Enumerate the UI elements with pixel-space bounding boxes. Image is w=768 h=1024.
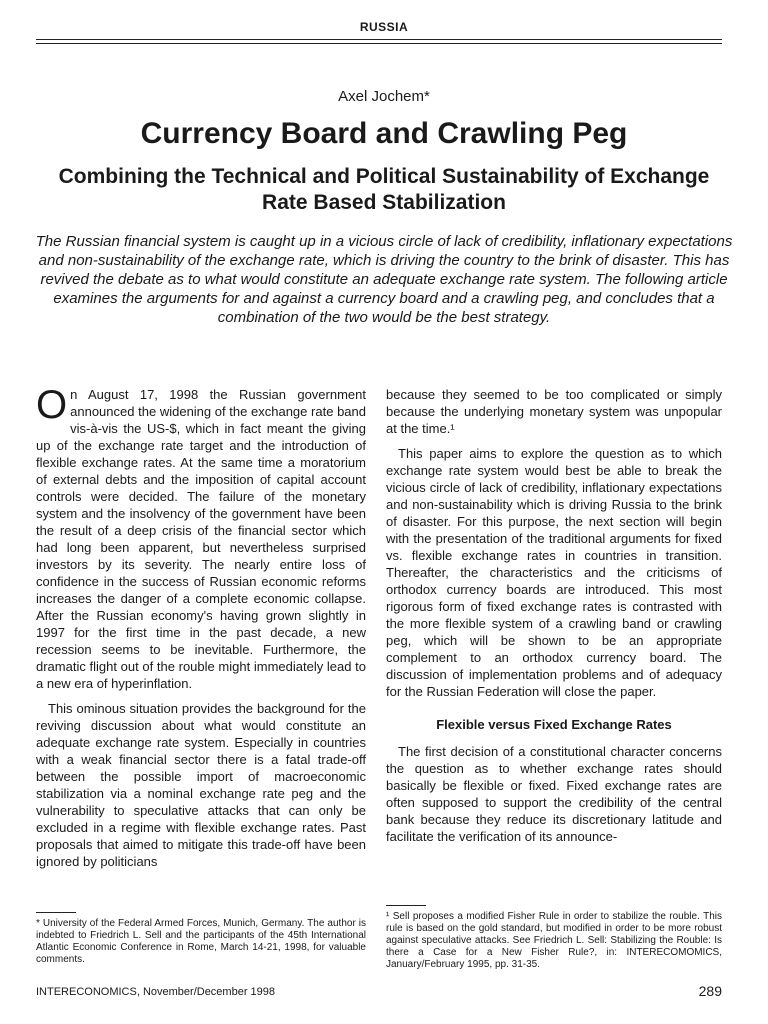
journal-footer: INTERECONOMICS, November/December 1998 — [36, 986, 276, 998]
page-number: 289 — [698, 983, 722, 999]
section-label: RUSSIA — [359, 20, 409, 34]
header-rule-bottom — [36, 43, 722, 44]
footnote-rule-left — [36, 912, 76, 913]
article-subtitle: Combining the Technical and Political Sustainability of Exchange Rate Based Stabilization — [58, 165, 710, 214]
footnote-rule-right — [386, 905, 426, 906]
footnote-1: ¹ Sell proposes a modified Fisher Rule in order to stabilize the rouble. This rule is based on the gold standard, but modified in order to be more robust against speculative attacks. See Friedrich L. Sell: Stabilizing the Rouble: Is there a Case for a New Fisher Rule?, in: INTERECOMOMICS, January/February 1995, pp. 31-35. — [386, 911, 722, 970]
section-heading: Flexible versus Fixed Exchange Rates — [436, 717, 672, 732]
article-title: Currency Board and Crawling Peg — [140, 117, 628, 150]
right-paragraph-1: because they seemed to be too complicated or simply because the underlying monetary system was unpopular at the time.¹ — [386, 387, 722, 436]
right-paragraph-2: This paper aims to explore the question as to which exchange rate system would best be able to break the vicious circle of lack of credibility, inflationary expectations and non-sustainability which is driving Russia to the brink of disaster. For this purpose, the next section will begin with the presentation of the traditional arguments for fixed vs. flexible exchange rates in countries in transition. Thereafter, the characteristics and the criticisms of orthodox currency boards are introduced. This most rigorous form of fixed exchange rates is contrasted with the more flexible system of a crawling band or crawling peg, which will be shown to be an appropriate complement to an orthodox currency board. The discussion of implementation problems and of adequacy for the Russian Federation will close the paper. — [386, 446, 722, 699]
right-column — [386, 386, 722, 853]
left-column — [36, 383, 366, 878]
header-rule-top — [36, 39, 722, 40]
author-name: Axel Jochem* — [338, 88, 430, 105]
article-abstract: The Russian financial system is caught up in a vicious circle of lack of credibility, inflationary expectations and non-sustainability of the exchange rate, which is driving the country to the brink of disaster. This has revived the debate as to what would constitute an adequate exchange rate system. The following article examines the arguments for and against a currency board and a crawling peg, and concludes that a combination of the two would be the best strategy. — [35, 233, 733, 326]
drop-cap: O — [36, 383, 68, 427]
right-paragraph-3: The first decision of a constitutional character concerns the question as to whether exchange rates should basically be flexible or fixed. Fixed exchange rates are often supposed to support the credibility of the central bank because they reduce its discretionary latitude and facilitate the verification of its announce- — [386, 744, 722, 844]
left-paragraph-1-text: n August 17, 1998 the Russian government announced the widening of the exchange rate band vis-à-vis the US-$, which in fact meant the giving up of the exchange rate target and the introduction of flexible exchange rates. At the same time a moratorium of external debts and the imposition of capital account controls were decided. The failure of the monetary system and the insolvency of the government have been the result of a deep crisis of the financial sector which had long been apparent, but nevertheless surprised investors by its severity. The nearly entire loss of confidence in the success of Russian economic reforms increases the danger of a complete economic collapse. After the Russian economy's having grown slightly in 1997 for the first time in the past decade, a new recession seems to be inevitable. Furthermore, the dramatic flight out of the rouble might immediately lead to a new era of hyperinflation. — [36, 387, 366, 691]
author-footnote: * University of the Federal Armed Forces, Munich, Germany. The author is indebted to Friedrich L. Sell and the participants of the 45th International Atlantic Economic Conference in Rome, March 14-21, 1998, for valuable comments. — [36, 918, 366, 965]
left-paragraph-2: This ominous situation provides the background for the reviving discussion about what would constitute an adequate exchange rate system. Especially in countries with a weak financial sector there is a fatal trade-off between the possible import of macroeconomic stabilization via a nominal exchange rate peg and the vulnerability to speculative attacks that can only be excluded in a regime with flexible exchange rates. Past proposals that aimed to mitigate this trade-off have been ignored by politicians — [36, 701, 366, 869]
left-paragraph-1 — [36, 383, 366, 692]
